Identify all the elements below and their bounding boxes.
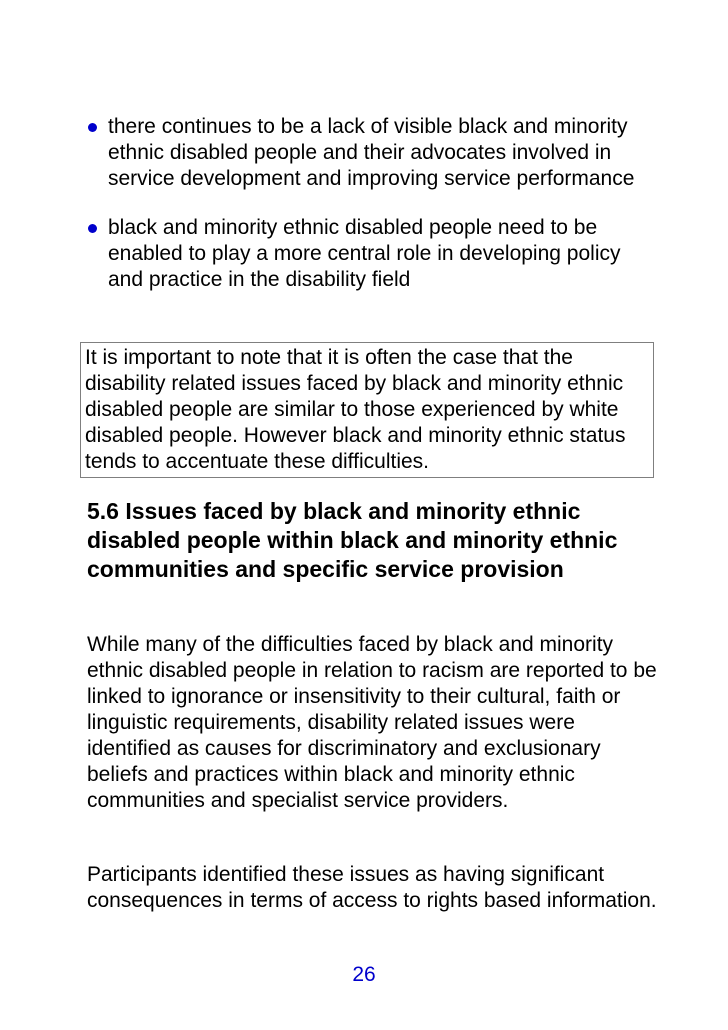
note-box: It is important to note that it is often the case that the disability related issues faced by black and minority ethnic disabled people are similar to those experienced by white disabled people. However black and minority ethnic status tends to accentuate these difficulties. xyxy=(80,342,654,478)
bullet-item xyxy=(87,215,657,293)
bullet-text: there continues to be a lack of visible black and minority ethnic disabled people and their advocates involved in service development and improving service performance xyxy=(108,115,635,190)
bullet-list xyxy=(87,114,657,316)
bullet-dot-icon xyxy=(88,224,97,233)
section-heading: 5.6 Issues faced by black and minority ethnic disabled people within black and minority ethnic communities and specific service provision xyxy=(87,498,618,582)
section-paragraph: While many of the difficulties faced by black and minority ethnic disabled people in relation to racism are reported to be linked to ignorance or insensitivity to their cultural, faith or linguistic requirements, disability related issues were identified as causes for discriminatory and exclusionary beliefs and practices within black and minority ethnic communities and specialist service providers. xyxy=(87,633,657,812)
bullet-item xyxy=(87,114,657,192)
section-paragraph: Participants identified these issues as having significant consequences in terms of access to rights based information. xyxy=(87,863,657,912)
page-number: 26 xyxy=(352,963,376,986)
bullet-dot-icon xyxy=(88,123,97,132)
bullet-text: black and minority ethnic disabled people need to be enabled to play a more central role in developing policy and practice in the disability field xyxy=(108,216,621,291)
